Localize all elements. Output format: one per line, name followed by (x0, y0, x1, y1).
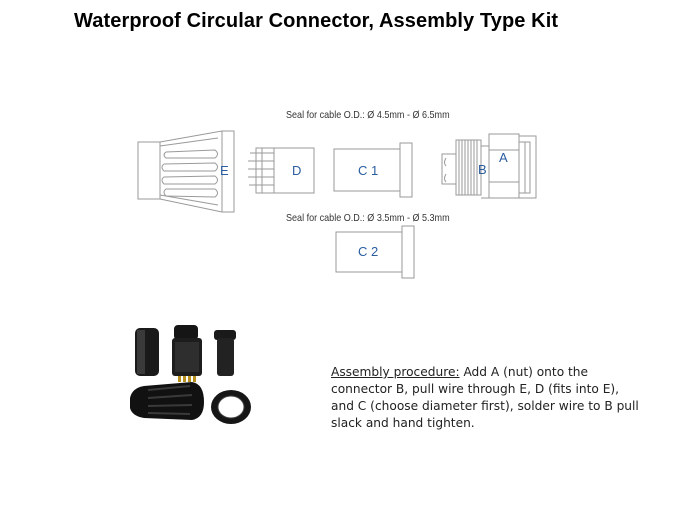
photo-sleeve (135, 328, 159, 376)
page-title: Waterproof Circular Connector, Assembly Type Kit (74, 10, 559, 32)
label-c2: C 2 (358, 244, 379, 259)
label-c1: C 1 (358, 163, 379, 178)
assembly-procedure-text (331, 364, 641, 432)
product-photo (120, 320, 260, 430)
label-d: D (292, 163, 302, 178)
label-b: B (478, 162, 487, 177)
part-ba-drawing (442, 134, 536, 198)
label-a: A (499, 150, 508, 165)
photo-seal (214, 330, 236, 376)
seal-bottom-caption: Seal for cable O.D.: Ø 3.5mm - Ø 5.3mm (286, 212, 450, 224)
label-e: E (220, 163, 229, 178)
photo-cap (130, 382, 204, 420)
photo-ring-nut (211, 390, 251, 424)
photo-connector-body (172, 325, 202, 382)
seal-top-caption: Seal for cable O.D.: Ø 4.5mm - Ø 6.5mm (286, 109, 450, 121)
part-d-drawing (248, 148, 314, 193)
assembly-procedure-heading: Assembly procedure: (331, 365, 460, 379)
assembly-procedure-body: Add A (nut) onto the connector B, pull wire through E, D (fits into E), and C (choose diameter first), solder wire to B pull slack and hand tighten. (331, 365, 639, 430)
